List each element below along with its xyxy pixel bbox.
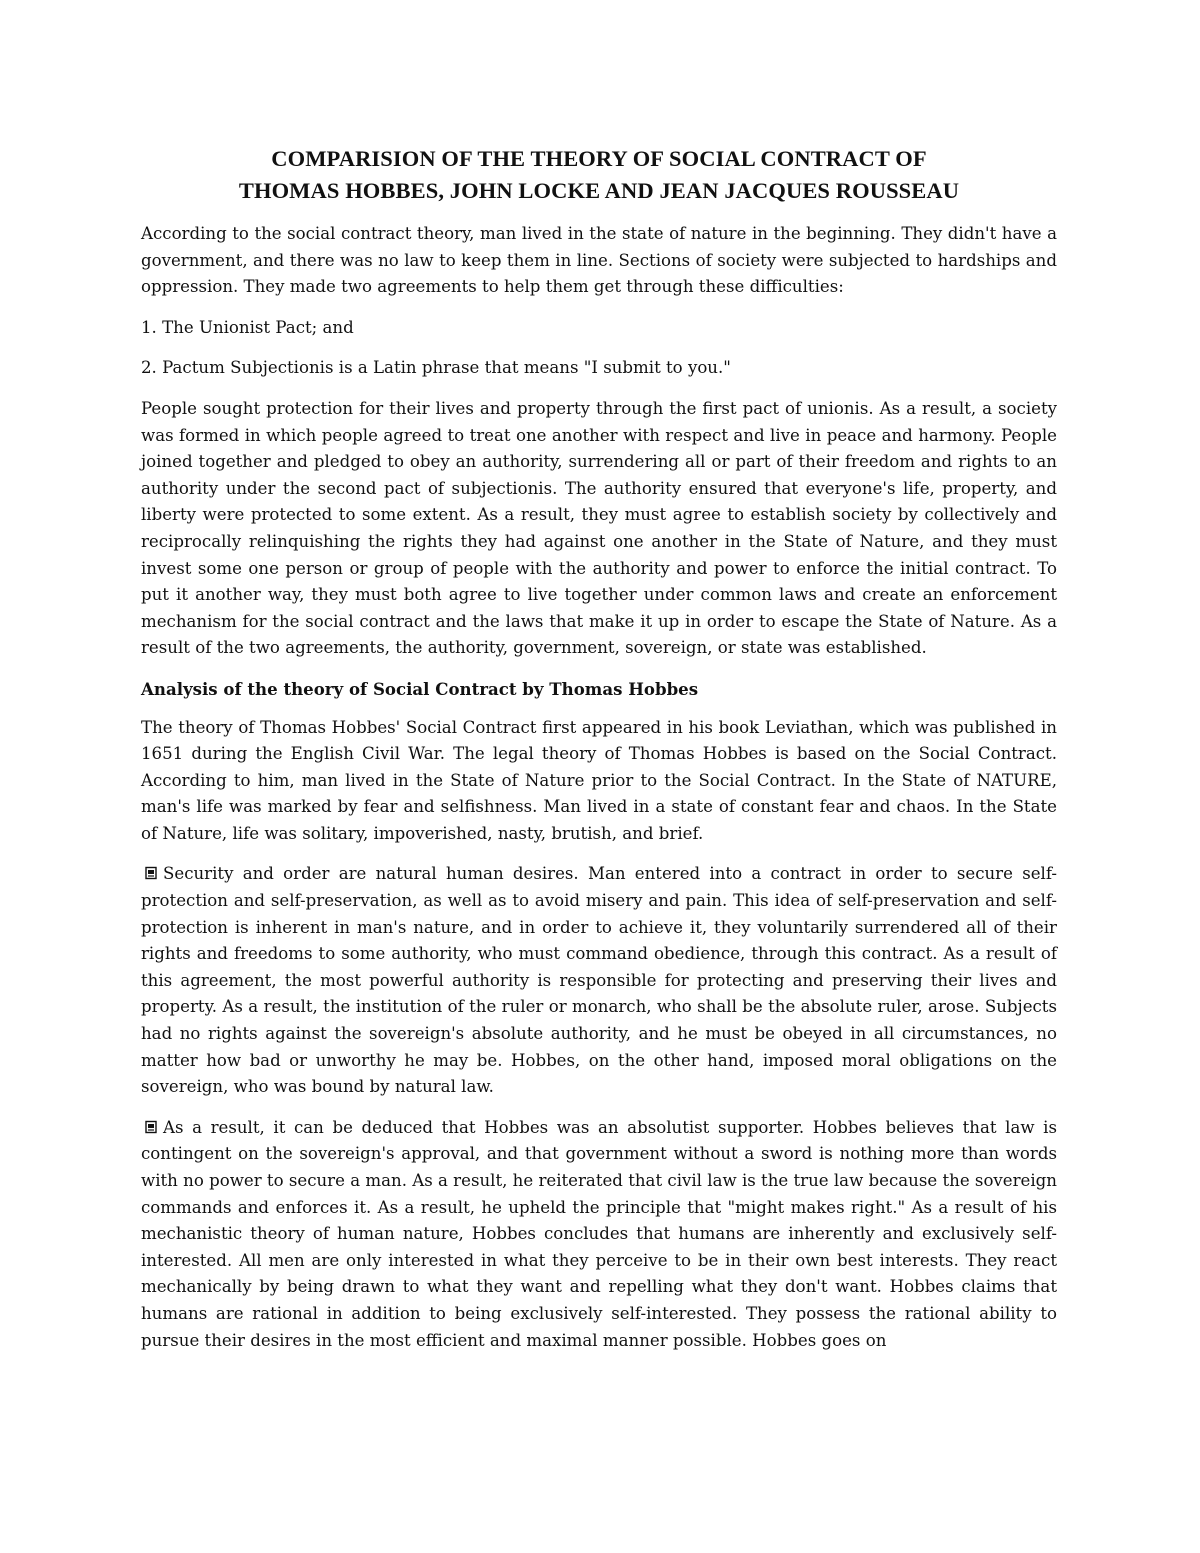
bullet-paragraph-1 xyxy=(141,861,1057,1100)
bullet-text-2: As a result, it can be deduced that Hobbes was an absolutist supporter. Hobbes believes that law is contingent on the sovereign's approval, and that government without a sword is nothing more than words with no power to secure a man. As a result, he reiterated that civil law is the true law because the sovereign commands and enforces it. As a result, he upheld the principle that "might makes right." As a result of his mechanistic theory of human nature, Hobbes concludes that humans are inherently and exclusively self-interested. All men are only interested in what they perceive to be in their own best interests. They react mechanically by being drawn to what they want and repelling what they don't want. Hobbes claims that humans are rational in addition to being exclusively self-interested. They possess the rational ability to pursue their desires in the most efficient and maximal manner possible. Hobbes goes on xyxy=(141,1117,1057,1350)
intro-paragraph: According to the social contract theory, man lived in the state of nature in the beginning. They didn't have a government, and there was no law to keep them in line. Sections of society were subjected to hardships and oppression. They made two agreements to help them get through these difficulties: xyxy=(141,224,1057,297)
paragraph-2: People sought protection for their lives and property through the first pact of unionis. As a result, a society was formed in which people agreed to treat one another with respect and live in peace and harmony. People joined together and pledged to obey an authority, surrendering all or part of their freedom and rights to an authority under the second pact of subjectionis. The authority ensured that everyone's life, property, and liberty were protected to some extent. As a result, they must agree to establish society by collectively and reciprocally relinquishing the rights they had against one another in the State of Nature, and they must invest some one person or group of people with the authority and power to enforce the initial contract. To put it another way, they must both agree to live together under common laws and create an enforcement mechanism for the social contract and the laws that make it up in order to escape the State of Nature. As a result of the two agreements, the authority, government, sovereign, or state was established. xyxy=(141,398,1057,658)
list-item-2: 2. Pactum Subjectionis is a Latin phrase that means "I submit to you." xyxy=(141,358,731,378)
list-item-1: 1. The Unionist Pact; and xyxy=(141,317,354,337)
document-page xyxy=(141,143,1057,1368)
bullet-paragraph-2 xyxy=(141,1115,1057,1354)
title-line-2: THOMAS HOBBES, JOHN LOCKE AND JEAN JACQUES ROUSSEAU xyxy=(238,178,960,203)
bullet-text-1: Security and order are natural human desires. Man entered into a contract in order to secure self-protection and self-preservation, as well as to avoid misery and pain. This idea of self-preservation and self-protection is inherent in man's nature, and in order to achieve it, they voluntarily surrendered all of their rights and freedoms to some authority, who must command obedience, through this contract. As a result of this agreement, the most powerful authority is responsible for protecting and preserving their lives and property. As a result, the institution of the ruler or monarch, who shall be the absolute ruler, arose. Subjects had no rights against the sovereign's absolute authority, and he must be obeyed in all circumstances, no matter how bad or unworthy he may be. Hobbes, on the other hand, imposed moral obligations on the sovereign, who was bound by natural law. xyxy=(141,864,1057,1097)
square-bullet-icon xyxy=(145,866,157,880)
document-title xyxy=(141,143,1057,207)
square-bullet-icon xyxy=(145,1120,157,1134)
paragraph-3: The theory of Thomas Hobbes' Social Contract first appeared in his book Leviathan, which was published in 1651 during the English Civil War. The legal theory of Thomas Hobbes is based on the Social Contract. According to him, man lived in the State of Nature prior to the Social Contract. In the State of NATURE, man's life was marked by fear and selfishness. Man lived in a state of constant fear and chaos. In the State of Nature, life was solitary, impoverished, nasty, brutish, and brief. xyxy=(141,717,1057,843)
title-line-1: COMPARISION OF THE THEORY OF SOCIAL CONTRACT OF xyxy=(271,146,927,171)
section-heading-hobbes: Analysis of the theory of Social Contract by Thomas Hobbes xyxy=(141,678,699,699)
